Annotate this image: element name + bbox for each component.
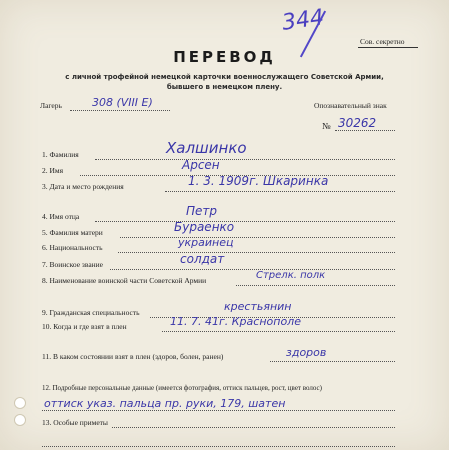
field-line-personal	[42, 410, 395, 411]
field-label-profession: 9. Гражданская специальность	[42, 308, 140, 317]
field-label-nationality: 6. Национальность	[42, 243, 103, 252]
camp-label: Лагерь	[40, 101, 62, 110]
field-value-surname: Халшинко	[166, 139, 247, 157]
subtitle-line-2: бывшего в немецком плену.	[166, 83, 283, 91]
document-title: ПЕРЕВОД	[173, 48, 276, 66]
field-line-surname	[95, 159, 395, 160]
camp-line	[70, 110, 170, 111]
field-label-marks: 13. Особые приметы	[42, 418, 108, 427]
field-line-father	[95, 221, 395, 222]
field-line-birth	[165, 191, 395, 192]
field-line-mother	[120, 237, 395, 238]
punch-hole	[14, 397, 26, 409]
field-label-rank: 7. Воинское звание	[42, 260, 104, 269]
secrecy-stamp: Сов. секретно	[360, 37, 405, 46]
field-label-captured: 10. Когда и где взят в плен	[42, 322, 127, 331]
field-value-unit: Стрелк. полк	[256, 270, 326, 281]
field-line-rank	[110, 269, 395, 270]
field-line-unit	[236, 285, 395, 286]
field-label-unit: 8. Наименование воинской части Советской Армии	[42, 276, 207, 285]
field-label-name: 2. Имя	[42, 166, 64, 175]
field-label-father: 4. Имя отца	[42, 212, 80, 221]
field-line-captured	[162, 331, 395, 332]
tag-label: Опознавательный знак	[314, 101, 387, 110]
field-value-profession: крестьянин	[224, 300, 292, 313]
subtitle-line-1: с личной трофейной немецкой карточки военнослужащего Советской Армии,	[65, 73, 384, 81]
field-label-surname: 1. Фамилия	[42, 150, 79, 159]
field-label-condition: 11. В каком состоянии взят в плен (здоров, болен, ранен)	[42, 352, 224, 361]
camp-value: 308 (VIII E)	[92, 96, 153, 109]
tag-value: 30262	[338, 116, 377, 130]
tag-prefix: №	[322, 121, 331, 131]
field-line-marks-2	[42, 446, 395, 447]
field-value-father: Петр	[186, 204, 218, 218]
field-value-personal: оттиск указ. пальца пр. руки, 179, шатен	[44, 397, 286, 410]
field-value-rank: солдат	[180, 252, 225, 266]
field-line-nationality	[118, 252, 395, 253]
field-line-condition	[270, 361, 395, 362]
field-label-mother: 5. Фамилия матери	[42, 228, 103, 237]
field-value-mother: Бураенко	[174, 220, 235, 234]
field-value-birth: 1. 3. 1909г. Шкаринка	[188, 174, 329, 188]
field-value-condition: здоров	[286, 346, 327, 359]
field-label-birth: 3. Дата и место рождения	[42, 182, 124, 191]
tag-line	[335, 130, 395, 131]
field-line-marks	[112, 427, 395, 428]
handwritten-annotation: 344	[280, 5, 326, 36]
punch-hole	[14, 414, 26, 426]
field-value-name: Арсен	[182, 158, 220, 172]
field-value-captured: 11. 7. 41г. Краснополе	[170, 315, 301, 328]
field-value-nationality: украинец	[178, 236, 234, 249]
field-label-personal: 12. Подробные персональные данные (имеется фотография, оттиск пальцев, рост, цвет волос)	[42, 384, 322, 392]
